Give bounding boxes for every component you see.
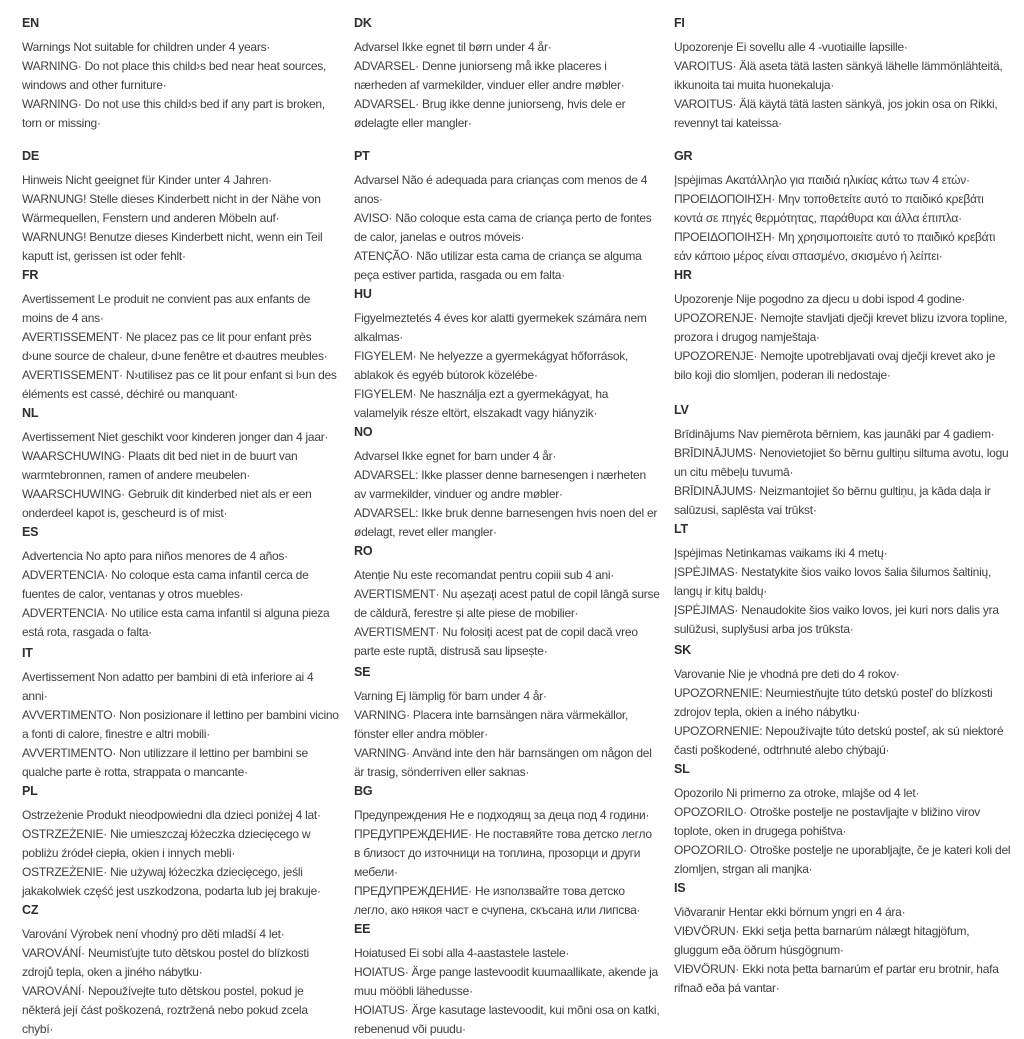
column-left bbox=[22, 14, 354, 1039]
language-section-se bbox=[354, 663, 674, 782]
warning-paragraph: ПРЕДУПРЕЖДЕНИЕ· Не използвайте това детско легло, ако някоя част е счупена, скъсана или липсва· bbox=[354, 884, 641, 917]
language-code-heading: CZ bbox=[22, 903, 39, 917]
language-code-heading: NL bbox=[22, 406, 39, 420]
language-section-hr bbox=[674, 266, 1024, 401]
language-code-heading: EN bbox=[22, 16, 39, 30]
warning-paragraph: AVISO· Não coloque esta cama de criança perto de fontes de calor, janelas e outros móveis· bbox=[354, 211, 652, 244]
warning-paragraph: VAROVÁNÍ· Neumisťujte tuto dětskou postel do blízkosti zdrojů tepla, oken a jiného nábytku· bbox=[22, 946, 309, 979]
language-code-heading: HR bbox=[674, 268, 692, 282]
warning-paragraph-group bbox=[22, 38, 340, 133]
language-code-heading: PL bbox=[22, 784, 38, 798]
warning-paragraph: ПРЕДУПРЕЖДЕНИЕ· Не поставяйте това детско легло в близост до източници на топлина, прозорци и други мебели· bbox=[354, 827, 652, 879]
warning-paragraph: Varovanie Nie je vhodná pre deti do 4 rokov· bbox=[674, 667, 900, 681]
warning-paragraph: VIÐVÖRUN· Ekki setja þetta barnarúm nálægt hitagjöfum, gluggum eða öðrum húsgögnum· bbox=[674, 924, 970, 957]
warning-paragraph-group bbox=[22, 806, 340, 901]
warning-paragraph: Įspėjimas Ακατάλληλο για παιδιά ηλικίας κάτω των 4 ετών· bbox=[674, 173, 970, 187]
warning-paragraph-group bbox=[22, 668, 340, 782]
warning-paragraph: UPOZORNENIE: Nepoužívajte túto detskú posteľ, ak sú niektoré časti poškodené, odtrhnuté alebo chýbajú· bbox=[674, 724, 1004, 757]
warning-paragraph: OPOZORILO· Otroške postelje ne uporabljajte, če je kateri koli del zlomljen, strgan ali manjka· bbox=[674, 843, 1011, 876]
warning-paragraph: ΠΡΟΕΙΔΟΠΟΙΗΣΗ· Μη χρησιμοποιείτε αυτό το παιδικό κρεβάτι εάν κάποιο μέρος είναι σπασμένο, σκισμένο ή λείπει· bbox=[674, 230, 996, 263]
warning-paragraph: Hinweis Nicht geeignet für Kinder unter 4 Jahren· bbox=[22, 173, 272, 187]
language-section-pl bbox=[22, 782, 354, 901]
language-code-heading: IS bbox=[674, 881, 686, 895]
warning-paragraph-group bbox=[354, 944, 660, 1039]
warning-paragraph: Avertissement Le produit ne convient pas aux enfants de moins de 4 ans· bbox=[22, 292, 311, 325]
language-code-heading: SK bbox=[674, 643, 691, 657]
warning-paragraph: Opozorilo Ni primerno za otroke, mlajše od 4 let· bbox=[674, 786, 920, 800]
language-code-heading: EE bbox=[354, 922, 371, 936]
warning-paragraph: WARNUNG! Benutze dieses Kinderbett nicht, wenn ein Teil kaputt ist, gerissen ist oder fehlt· bbox=[22, 230, 323, 263]
warning-paragraph: FIGYELEM· Ne helyezze a gyermekágyat hőforrások, ablakok és egyéb bútorok közelébe· bbox=[354, 349, 629, 382]
warning-paragraph-group bbox=[674, 290, 1012, 385]
warning-paragraph-group bbox=[674, 903, 1012, 998]
warning-paragraph-group bbox=[22, 925, 340, 1039]
language-section-ee bbox=[354, 920, 674, 1039]
warning-paragraph: ADVARSEL: Ikke bruk denne barnesengen hvis noen del er ødelagt, revet eller mangler· bbox=[354, 506, 658, 539]
language-code-heading: DK bbox=[354, 16, 372, 30]
warning-paragraph: VAROVÁNÍ· Nepoužívejte tuto dětskou postel, pokud je některá její část poškozená, roztržená nebo pokud zcela chybí· bbox=[22, 984, 308, 1036]
warning-paragraph: AVERTISSEMENT· Ne placez pas ce lit pour enfant près d›une source de chaleur, d›une fenêtre et d›autres meubles· bbox=[22, 330, 328, 363]
warning-paragraph-group bbox=[674, 784, 1012, 879]
warning-paragraph: AVERTISSEMENT· N›utilisez pas ce lit pour enfant si l›un des éléments est cassé, déchiré ou manquant· bbox=[22, 368, 337, 401]
language-code-heading: GR bbox=[674, 149, 693, 163]
warning-paragraph: Viðvaranir Hentar ekki börnum yngri en 4 ára· bbox=[674, 905, 906, 919]
warning-paragraph: Ostrzeżenie Produkt nieodpowiedni dla dzieci poniżej 4 lat· bbox=[22, 808, 321, 822]
warning-paragraph: AVERTISMENT· Nu folosiți acest pat de copil dacă vreo parte este ruptă, distrusă sau lipsește· bbox=[354, 625, 638, 658]
warning-paragraph: Advertencia No apto para niños menores de 4 años· bbox=[22, 549, 288, 563]
warning-paragraph: HOIATUS· Ärge pange lastevoodit kuumaallikate, akende ja muu mööbli lähedusse· bbox=[354, 965, 658, 998]
language-section-it bbox=[22, 644, 354, 782]
warning-paragraph: UPOZORENJE· Nemojte stavljati dječji krevet blizu izvora topline, prozora i drugog namještaja· bbox=[674, 311, 1008, 344]
warning-paragraph-group bbox=[354, 806, 660, 920]
warning-paragraph: Предупреждения Не е подходящ за деца под 4 години· bbox=[354, 808, 650, 822]
language-section-no bbox=[354, 423, 674, 542]
language-code-heading: HU bbox=[354, 287, 372, 301]
language-code-heading: FI bbox=[674, 16, 685, 30]
language-section-fr bbox=[22, 266, 354, 404]
language-code-heading: LT bbox=[674, 522, 688, 536]
warning-paragraph: UPOZORNENIE: Neumiestňujte túto detskú posteľ do blízkosti zdrojov tepla, okien a iného nábytku· bbox=[674, 686, 993, 719]
warning-paragraph-group bbox=[674, 544, 1012, 639]
warning-paragraph: HOIATUS· Ärge kasutage lastevoodit, kui mõni osa on katki, rebenenud või puudu· bbox=[354, 1003, 660, 1036]
warning-paragraph: Advarsel Ikke egnet for barn under 4 år· bbox=[354, 449, 557, 463]
warning-paragraph: OSTRZEŻENIE· Nie używaj łóżeczka dziecięcego, jeśli jakakolwiek część jest uszkodzona, podarta lub jej brakuje· bbox=[22, 865, 321, 898]
warning-paragraph: VIÐVÖRUN· Ekki nota þetta barnarúm ef partar eru brotnir, hafa rifnað eða þá vantar· bbox=[674, 962, 999, 995]
warning-paragraph: WAARSCHUWING· Plaats dit bed niet in de buurt van warmtebronnen, ramen of andere meubelen· bbox=[22, 449, 298, 482]
warning-paragraph: BRĪDINĀJUMS· Nenovietojiet šo bērnu gultiņu siltuma avotu, logu un citu mēbeļu tuvumā· bbox=[674, 446, 1009, 479]
warning-paragraph: OPOZORILO· Otroške postelje ne postavljajte v bližino virov toplote, oken in drugega pohištva· bbox=[674, 805, 981, 838]
warning-paragraph: UPOZORENJE· Nemojte upotrebljavati ovaj dječji krevet ako je bilo koji dio slomljen, poderan ili nedostaje· bbox=[674, 349, 996, 382]
warning-paragraph: Avertissement Niet geschikt voor kinderen jonger dan 4 jaar· bbox=[22, 430, 329, 444]
language-code-heading: BG bbox=[354, 784, 373, 798]
warning-paragraph: Upozorenje Ei sovellu alle 4 -vuotiaille lapsille· bbox=[674, 40, 908, 54]
warning-paragraph: Advarsel Não é adequada para crianças com menos de 4 anos· bbox=[354, 173, 648, 206]
warning-paragraph: ADVARSEL· Denne juniorseng må ikke placeres i nærheden af varmekilder, vinduer eller andre møbler· bbox=[354, 59, 625, 92]
warning-paragraph: BRĪDINĀJUMS· Neizmantojiet šo bērnu gultiņu, ja kāda daļa ir salūzusi, saplēsta vai trūkst· bbox=[674, 484, 991, 517]
warning-paragraph-group bbox=[674, 38, 1012, 133]
language-section-gr bbox=[674, 147, 1024, 266]
language-code-heading: ES bbox=[22, 525, 39, 539]
warning-paragraph: VAROITUS· Älä käytä tätä lasten sänkyä, jos jokin osa on Rikki, revennyt tai kateissa· bbox=[674, 97, 998, 130]
language-section-ro bbox=[354, 542, 674, 663]
warning-paragraph: ADVARSEL: Ikke plasser denne barnesengen i nærheten av varmekilder, vinduer og andre møbler· bbox=[354, 468, 646, 501]
warning-paragraph: ADVERTENCIA· No utilice esta cama infantil si alguna pieza está rota, rasgada o falta· bbox=[22, 606, 330, 639]
warning-paragraph: FIGYELEM· Ne használja ezt a gyermekágyat, ha valamelyik része eltört, elszakadt vagy hiányzik· bbox=[354, 387, 609, 420]
warning-paragraph: Upozorenje Nije pogodno za djecu u dobi ispod 4 godine· bbox=[674, 292, 966, 306]
warning-paragraph-group bbox=[674, 665, 1012, 760]
language-section-en bbox=[22, 14, 354, 147]
language-section-de bbox=[22, 147, 354, 266]
language-section-pt bbox=[354, 147, 674, 285]
warning-paragraph: ĮSPĖJIMAS· Nenaudokite šios vaiko lovos, jei kuri nors dalis yra sulūžusi, suplyšusi arba jos trūksta· bbox=[674, 603, 999, 636]
language-section-cz bbox=[22, 901, 354, 1039]
language-code-heading: SL bbox=[674, 762, 690, 776]
warning-paragraph-group bbox=[354, 38, 660, 133]
warning-paragraph: ADVERTENCIA· No coloque esta cama infantil cerca de fuentes de calor, ventanas y otros muebles· bbox=[22, 568, 309, 601]
language-section-sk bbox=[674, 641, 1024, 760]
warning-paragraph-group bbox=[674, 425, 1012, 520]
language-code-heading: IT bbox=[22, 646, 33, 660]
warning-paragraph: Varning Ej lämplig för barn under 4 år· bbox=[354, 689, 547, 703]
language-section-sl bbox=[674, 760, 1024, 879]
warning-paragraph: ĮSPĖJIMAS· Nestatykite šios vaiko lovos šalia šilumos šaltinių, langų ir kitų baldų· bbox=[674, 565, 992, 598]
warning-paragraph: AVVERTIMENTO· Non utilizzare il lettino per bambini se qualche parte è rotta, strappata o mancante· bbox=[22, 746, 308, 779]
language-section-bg bbox=[354, 782, 674, 920]
language-code-heading: RO bbox=[354, 544, 373, 558]
language-section-hu bbox=[354, 285, 674, 423]
warning-paragraph-group bbox=[22, 171, 340, 266]
language-section-es bbox=[22, 523, 354, 644]
warning-paragraph-group bbox=[22, 290, 340, 404]
language-section-lv bbox=[674, 401, 1024, 520]
warning-paragraph-group bbox=[674, 171, 1012, 266]
warning-paragraph: WARNUNG! Stelle dieses Kinderbett nicht in der Nähe von Wärmequellen, Fenstern und anderen Möbeln auf· bbox=[22, 192, 321, 225]
warning-paragraph: VAROITUS· Älä aseta tätä lasten sänkyä lähelle lämmönlähteitä, ikkunoita tai muita huonekaluja· bbox=[674, 59, 1003, 92]
language-section-dk bbox=[354, 14, 674, 147]
warning-paragraph-group bbox=[354, 566, 660, 661]
warning-paragraph-group bbox=[354, 171, 660, 285]
language-code-heading: DE bbox=[22, 149, 39, 163]
warning-paragraph: Advarsel Ikke egnet til børn under 4 år· bbox=[354, 40, 552, 54]
column-right bbox=[674, 14, 1024, 1039]
language-code-heading: FR bbox=[22, 268, 39, 282]
language-section-is bbox=[674, 879, 1024, 998]
language-code-heading: PT bbox=[354, 149, 370, 163]
warning-paragraph: OSTRZEŻENIE· Nie umieszczaj łóżeczka dziecięcego w pobliżu źródeł ciepła, okien i innych mebli· bbox=[22, 827, 311, 860]
warning-paragraph: Brīdinājums Nav piemērota bērniem, kas jaunāki par 4 gadiem· bbox=[674, 427, 995, 441]
warning-paragraph: Avertissement Non adatto per bambini di età inferiore ai 4 anni· bbox=[22, 670, 314, 703]
column-middle bbox=[354, 14, 674, 1039]
warning-paragraph: WARNING· Do not use this child›s bed if any part is broken, torn or missing· bbox=[22, 97, 325, 130]
warning-paragraph: VARNING· Använd inte den här barnsängen om någon del är trasig, sönderriven eller saknas· bbox=[354, 746, 652, 779]
warning-paragraph: Varování Výrobek není vhodný pro děti mladší 4 let· bbox=[22, 927, 285, 941]
warning-paragraph: AVVERTIMENTO· Non posizionare il lettino per bambini vicino a fonti di calore, finestre e altri mobili· bbox=[22, 708, 339, 741]
warning-paragraph: AVERTISMENT· Nu așezați acest patul de copil lângă surse de căldură, ferestre și alte piese de mobilier· bbox=[354, 587, 660, 620]
warning-paragraph: WAARSCHUWING· Gebruik dit kinderbed niet als er een onderdeel kapot is, gescheurd is of mist· bbox=[22, 487, 312, 520]
warning-paragraph: Įspėjimas Netinkamas vaikams iki 4 metų· bbox=[674, 546, 888, 560]
warning-paragraph: Warnings Not suitable for children under 4 years· bbox=[22, 40, 271, 54]
warning-paragraph: WARNING· Do not place this child›s bed near heat sources, windows and other furniture· bbox=[22, 59, 327, 92]
warning-paragraph: VARNING· Placera inte barnsängen nära värmekällor, fönster eller andra möbler· bbox=[354, 708, 629, 741]
warning-paragraph: Figyelmeztetés 4 éves kor alatti gyermekek számára nem alkalmas· bbox=[354, 311, 647, 344]
language-section-lt bbox=[674, 520, 1024, 641]
language-code-heading: LV bbox=[674, 403, 689, 417]
warning-paragraph: ATENÇÃO· Não utilizar esta cama de criança se alguma peça estiver partida, rasgada ou em falta· bbox=[354, 249, 642, 282]
warning-paragraph-group bbox=[354, 687, 660, 782]
language-section-fi bbox=[674, 14, 1024, 147]
warning-paragraph: ADVARSEL· Brug ikke denne juniorseng, hvis dele er ødelagte eller mangler· bbox=[354, 97, 626, 130]
warning-paragraph-group bbox=[22, 428, 340, 523]
warning-paragraph-group bbox=[22, 547, 340, 642]
warning-paragraph: Atenție Nu este recomandat pentru copiii sub 4 ani· bbox=[354, 568, 615, 582]
warning-paragraph-group bbox=[354, 309, 660, 423]
language-code-heading: NO bbox=[354, 425, 373, 439]
language-section-nl bbox=[22, 404, 354, 523]
warning-paragraph-group bbox=[354, 447, 660, 542]
warning-paragraph: ΠΡΟΕΙΔΟΠΟΙΗΣΗ· Μην τοποθετείτε αυτό το παιδικό κρεβάτι κοντά σε πηγές θερμότητας, παράθυρα και άλλα έπιπλα· bbox=[674, 192, 984, 225]
language-code-heading: SE bbox=[354, 665, 371, 679]
warning-paragraph: Hoiatused Ei sobi alla 4-aastastele lastele· bbox=[354, 946, 570, 960]
